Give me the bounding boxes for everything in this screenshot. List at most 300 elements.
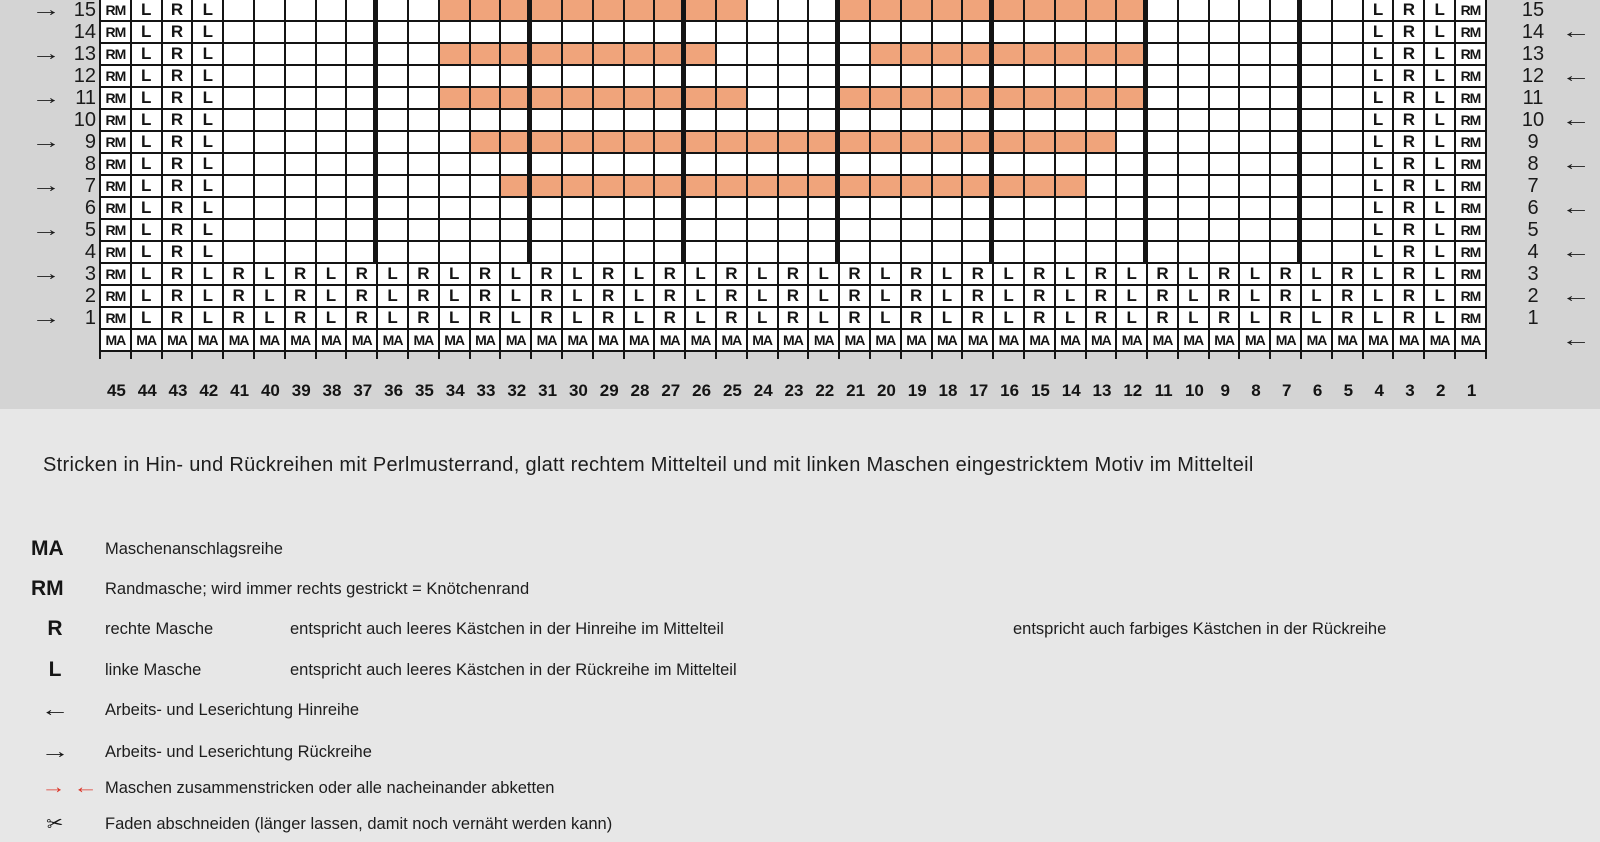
stitch-cell: L (193, 154, 224, 176)
cast-on-cell: MA (317, 330, 348, 352)
row-number-right: 4 (1527, 241, 1539, 263)
empty-cell (471, 66, 502, 88)
tick (1271, 352, 1302, 359)
empty-cell (1087, 110, 1118, 132)
empty-cell (748, 198, 779, 220)
empty-cell (1240, 132, 1271, 154)
empty-cell (317, 22, 348, 44)
column-number: 10 (1184, 381, 1204, 400)
empty-cell (779, 66, 810, 88)
cast-on-cell: MA (532, 330, 563, 352)
stitch-cell: R (594, 286, 625, 308)
empty-cell (1056, 154, 1087, 176)
stitch-cell: R (1025, 286, 1056, 308)
empty-cell (532, 220, 563, 242)
empty-cell (409, 242, 440, 264)
empty-cell (378, 44, 409, 66)
stitch-cell: R (902, 308, 933, 330)
stitch-cell: R (163, 242, 194, 264)
stitch-cell: L (378, 264, 409, 286)
empty-cell (286, 220, 317, 242)
column-number: 24 (753, 381, 773, 400)
empty-cell (532, 22, 563, 44)
row-direction-arrow-left: → (31, 219, 61, 241)
empty-cell (1179, 110, 1210, 132)
cast-on-cell: MA (994, 330, 1025, 352)
motif-cell (779, 132, 810, 154)
empty-cell (501, 22, 532, 44)
empty-cell (625, 22, 656, 44)
row-direction-arrow-left: → (31, 175, 61, 197)
cast-on-cell: MA (132, 330, 163, 352)
stitch-cell: R (163, 264, 194, 286)
stitch-cell: R (1394, 154, 1425, 176)
column-number: 42 (199, 381, 219, 400)
tick (471, 352, 502, 359)
edge-stitch-cell: RM (101, 132, 132, 154)
stitch-cell: L (193, 22, 224, 44)
stitch-cell: R (163, 154, 194, 176)
stitch-cell: L (871, 286, 902, 308)
empty-cell (686, 198, 717, 220)
row-direction-arrow-right: ← (1561, 153, 1591, 175)
empty-cell (1056, 22, 1087, 44)
row-number-right: 1 (1527, 307, 1539, 329)
stitch-cell: R (1394, 132, 1425, 154)
stitch-cell: L (1364, 110, 1395, 132)
empty-cell (317, 44, 348, 66)
empty-cell (471, 110, 502, 132)
motif-cell (594, 44, 625, 66)
tick (1394, 352, 1425, 359)
stitch-cell: R (1394, 0, 1425, 22)
empty-cell (1333, 22, 1364, 44)
empty-cell (994, 242, 1025, 264)
empty-cell (1240, 66, 1271, 88)
empty-cell (686, 66, 717, 88)
empty-cell (840, 110, 871, 132)
tick (193, 352, 224, 359)
empty-cell (440, 242, 471, 264)
stitch-cell: L (933, 264, 964, 286)
stitch-cell: R (1271, 286, 1302, 308)
motif-cell (594, 0, 625, 22)
motif-cell (563, 132, 594, 154)
motif-cell (1087, 132, 1118, 154)
stitch-cell: R (1271, 264, 1302, 286)
empty-cell (224, 176, 255, 198)
empty-cell (409, 0, 440, 22)
tick (840, 352, 871, 359)
empty-cell (1087, 220, 1118, 242)
motif-cell (994, 44, 1025, 66)
empty-cell (317, 132, 348, 154)
motif-cell (594, 176, 625, 198)
row-number-left: 5 (84, 219, 96, 241)
cast-on-cell: MA (1179, 330, 1210, 352)
stitch-cell: R (224, 286, 255, 308)
empty-cell (1117, 66, 1148, 88)
stitch-cell: L (625, 286, 656, 308)
row-direction-arrow-right: ← (1561, 65, 1591, 87)
column-number: 14 (1061, 381, 1081, 400)
empty-cell (1117, 176, 1148, 198)
empty-cell (748, 22, 779, 44)
motif-cell (840, 132, 871, 154)
stitch-cell: R (1025, 308, 1056, 330)
empty-cell (1179, 22, 1210, 44)
motif-cell (686, 176, 717, 198)
empty-cell (963, 66, 994, 88)
empty-cell (1117, 22, 1148, 44)
legend-text: Maschen zusammenstricken oder alle nacheinander abketten (105, 779, 555, 797)
cast-on-cell: MA (1271, 330, 1302, 352)
stitch-cell: R (1271, 308, 1302, 330)
row-number-left: 8 (84, 153, 96, 175)
empty-cell (409, 220, 440, 242)
empty-cell (1117, 154, 1148, 176)
empty-cell (1302, 110, 1333, 132)
motif-cell (625, 0, 656, 22)
stitch-cell: R (717, 286, 748, 308)
stitch-cell: R (163, 88, 194, 110)
stitch-cell: R (963, 286, 994, 308)
motif-cell (748, 176, 779, 198)
motif-cell (594, 88, 625, 110)
cast-on-cell: MA (101, 330, 132, 352)
empty-cell (1117, 220, 1148, 242)
empty-cell (409, 88, 440, 110)
cast-on-cell: MA (1302, 330, 1333, 352)
motif-cell (1117, 44, 1148, 66)
motif-cell (748, 132, 779, 154)
stitch-cell: L (1302, 308, 1333, 330)
direction-arrow-icon: → (40, 740, 70, 763)
row-number-right: 2 (1527, 285, 1539, 307)
stitch-cell: L (440, 308, 471, 330)
empty-cell (994, 66, 1025, 88)
motif-cell (963, 88, 994, 110)
empty-cell (1210, 154, 1241, 176)
tick (440, 352, 471, 359)
empty-cell (1333, 176, 1364, 198)
stitch-cell: R (840, 264, 871, 286)
row-number-right: 11 (1522, 87, 1544, 109)
edge-stitch-cell: RM (101, 242, 132, 264)
cast-on-cell: MA (933, 330, 964, 352)
motif-cell (871, 176, 902, 198)
tick (317, 352, 348, 359)
empty-cell (286, 198, 317, 220)
pattern-grid (99, 0, 1487, 352)
tick (1179, 352, 1210, 359)
motif-cell (1056, 176, 1087, 198)
tick (594, 352, 625, 359)
stitch-cell: L (1117, 264, 1148, 286)
empty-cell (1302, 132, 1333, 154)
tick (933, 352, 964, 359)
motif-cell (840, 176, 871, 198)
cast-on-cell: MA (224, 330, 255, 352)
empty-cell (378, 220, 409, 242)
empty-cell (409, 132, 440, 154)
tick (1148, 352, 1179, 359)
motif-cell (686, 44, 717, 66)
row-direction-arrow-left: → (31, 87, 61, 109)
motif-cell (1025, 132, 1056, 154)
stitch-cell: L (1364, 264, 1395, 286)
empty-cell (1240, 88, 1271, 110)
stitch-cell: L (193, 0, 224, 22)
legend-text: Maschenanschlagsreihe (105, 540, 283, 558)
motif-cell (1025, 44, 1056, 66)
stitch-cell: L (1302, 286, 1333, 308)
empty-cell (1271, 0, 1302, 22)
empty-cell (563, 22, 594, 44)
stitch-cell: L (686, 308, 717, 330)
empty-cell (1240, 110, 1271, 132)
motif-cell (563, 0, 594, 22)
motif-cell (1056, 44, 1087, 66)
legend-item-l (0, 657, 1600, 683)
empty-cell (655, 242, 686, 264)
empty-cell (902, 242, 933, 264)
motif-cell (717, 132, 748, 154)
stitch-cell: L (1425, 132, 1456, 154)
empty-cell (1117, 132, 1148, 154)
column-number: 41 (230, 381, 250, 400)
tick (1056, 352, 1087, 359)
row-number-right: 6 (1527, 197, 1539, 219)
legend-text-middle: entspricht auch leeres Kästchen in der Hinreihe im Mittelteil (290, 620, 724, 638)
edge-stitch-cell: RM (1456, 110, 1487, 132)
empty-cell (655, 66, 686, 88)
stitch-cell: L (625, 308, 656, 330)
empty-cell (1271, 66, 1302, 88)
column-number: 28 (630, 381, 650, 400)
empty-cell (594, 66, 625, 88)
cast-on-cell: MA (1210, 330, 1241, 352)
motif-cell (809, 132, 840, 154)
motif-cell (933, 88, 964, 110)
stitch-cell: L (193, 242, 224, 264)
stitch-cell: L (1425, 198, 1456, 220)
tick (1117, 352, 1148, 359)
empty-cell (963, 22, 994, 44)
empty-cell (1148, 242, 1179, 264)
empty-cell (1148, 0, 1179, 22)
row-number-left: 1 (84, 307, 96, 329)
empty-cell (1271, 132, 1302, 154)
row-number-right: 12 (1521, 65, 1545, 87)
motif-cell (994, 132, 1025, 154)
empty-cell (317, 176, 348, 198)
empty-cell (717, 154, 748, 176)
motif-cell (471, 88, 502, 110)
row-number-left: 2 (84, 285, 96, 307)
empty-cell (501, 110, 532, 132)
empty-cell (409, 198, 440, 220)
column-number: 30 (568, 381, 588, 400)
motif-cell (902, 176, 933, 198)
tick (871, 352, 902, 359)
empty-cell (625, 220, 656, 242)
motif-cell (471, 132, 502, 154)
empty-cell (655, 154, 686, 176)
empty-cell (1179, 88, 1210, 110)
stitch-cell: L (1425, 286, 1456, 308)
tick (563, 352, 594, 359)
column-number: 23 (784, 381, 804, 400)
motif-cell (1117, 0, 1148, 22)
empty-cell (1302, 22, 1333, 44)
empty-cell (255, 88, 286, 110)
motif-cell (501, 88, 532, 110)
row-number-left: 15 (73, 0, 96, 21)
empty-cell (686, 110, 717, 132)
row-number-left: 7 (84, 175, 96, 197)
edge-stitch-cell: RM (101, 308, 132, 330)
empty-cell (409, 66, 440, 88)
empty-cell (809, 66, 840, 88)
tick (1425, 352, 1456, 359)
empty-cell (1025, 220, 1056, 242)
stitch-cell: L (1364, 66, 1395, 88)
stitch-cell: L (994, 308, 1025, 330)
empty-cell (871, 198, 902, 220)
empty-cell (440, 154, 471, 176)
column-number: 40 (260, 381, 280, 400)
legend-item-rm (0, 576, 1600, 602)
empty-cell (1056, 242, 1087, 264)
empty-cell (532, 66, 563, 88)
empty-cell (1148, 154, 1179, 176)
empty-cell (933, 66, 964, 88)
cast-on-cell: MA (655, 330, 686, 352)
empty-cell (994, 198, 1025, 220)
empty-cell (1271, 176, 1302, 198)
empty-cell (1210, 132, 1241, 154)
stitch-cell: R (902, 286, 933, 308)
motif-cell (963, 0, 994, 22)
row-number-left: 10 (73, 109, 96, 131)
stitch-cell: L (748, 264, 779, 286)
empty-cell (255, 220, 286, 242)
empty-cell (809, 44, 840, 66)
stitch-cell: R (409, 308, 440, 330)
empty-cell (717, 242, 748, 264)
column-number: 5 (1343, 381, 1354, 400)
empty-cell (1179, 154, 1210, 176)
tick (1364, 352, 1395, 359)
motif-cell (563, 44, 594, 66)
stitch-cell: R (655, 264, 686, 286)
legend-text: rechte Masche (105, 620, 214, 638)
empty-cell (717, 198, 748, 220)
empty-cell (840, 44, 871, 66)
tick (1240, 352, 1271, 359)
motif-cell (501, 132, 532, 154)
cast-on-cell: MA (1333, 330, 1364, 352)
empty-cell (625, 198, 656, 220)
cast-on-cell: MA (286, 330, 317, 352)
empty-cell (440, 198, 471, 220)
empty-cell (347, 154, 378, 176)
motif-cell (686, 0, 717, 22)
empty-cell (1179, 198, 1210, 220)
stitch-cell: L (809, 264, 840, 286)
column-number: 3 (1405, 381, 1415, 400)
column-number: 44 (137, 381, 157, 400)
stitch-cell: L (1056, 286, 1087, 308)
row-number-right: 3 (1527, 263, 1539, 285)
stitch-cell: L (255, 264, 286, 286)
row-number-right: 10 (1521, 109, 1545, 131)
empty-cell (779, 44, 810, 66)
empty-cell (933, 198, 964, 220)
empty-cell (840, 198, 871, 220)
empty-cell (717, 220, 748, 242)
stitch-cell: L (132, 22, 163, 44)
motif-cell (1087, 0, 1118, 22)
column-number: 34 (445, 381, 465, 400)
empty-cell (532, 198, 563, 220)
stitch-cell: L (440, 264, 471, 286)
stitch-cell: L (317, 308, 348, 330)
edge-stitch-cell: RM (101, 0, 132, 22)
empty-cell (224, 110, 255, 132)
empty-cell (809, 198, 840, 220)
stitch-cell: L (1425, 110, 1456, 132)
cast-on-cell: MA (1148, 330, 1179, 352)
empty-cell (563, 110, 594, 132)
empty-cell (1056, 110, 1087, 132)
stitch-cell: L (132, 88, 163, 110)
empty-cell (1087, 154, 1118, 176)
row-direction-arrow-left: → (31, 131, 61, 153)
stitch-cell: L (1179, 308, 1210, 330)
empty-cell (471, 198, 502, 220)
stitch-cell: L (563, 286, 594, 308)
empty-cell (1333, 88, 1364, 110)
stitch-cell: L (132, 308, 163, 330)
stitch-cell: L (132, 132, 163, 154)
stitch-cell: R (1333, 264, 1364, 286)
cast-on-row-ticks (99, 352, 1487, 359)
column-number: 13 (1092, 381, 1112, 400)
empty-cell (347, 132, 378, 154)
column-number: 35 (414, 381, 434, 400)
stitch-cell: L (1364, 286, 1395, 308)
empty-cell (748, 66, 779, 88)
empty-cell (1271, 220, 1302, 242)
stitch-cell: L (193, 110, 224, 132)
stitch-cell: L (132, 286, 163, 308)
empty-cell (1302, 154, 1333, 176)
empty-cell (255, 66, 286, 88)
stitch-cell: L (440, 286, 471, 308)
stitch-cell: L (1179, 286, 1210, 308)
empty-cell (1025, 22, 1056, 44)
empty-cell (563, 220, 594, 242)
edge-stitch-cell: RM (101, 220, 132, 242)
motif-cell (625, 176, 656, 198)
empty-cell (686, 22, 717, 44)
stitch-cell: R (840, 286, 871, 308)
stitch-cell: R (1394, 264, 1425, 286)
stitch-cell: R (163, 220, 194, 242)
edge-stitch-cell: RM (101, 66, 132, 88)
